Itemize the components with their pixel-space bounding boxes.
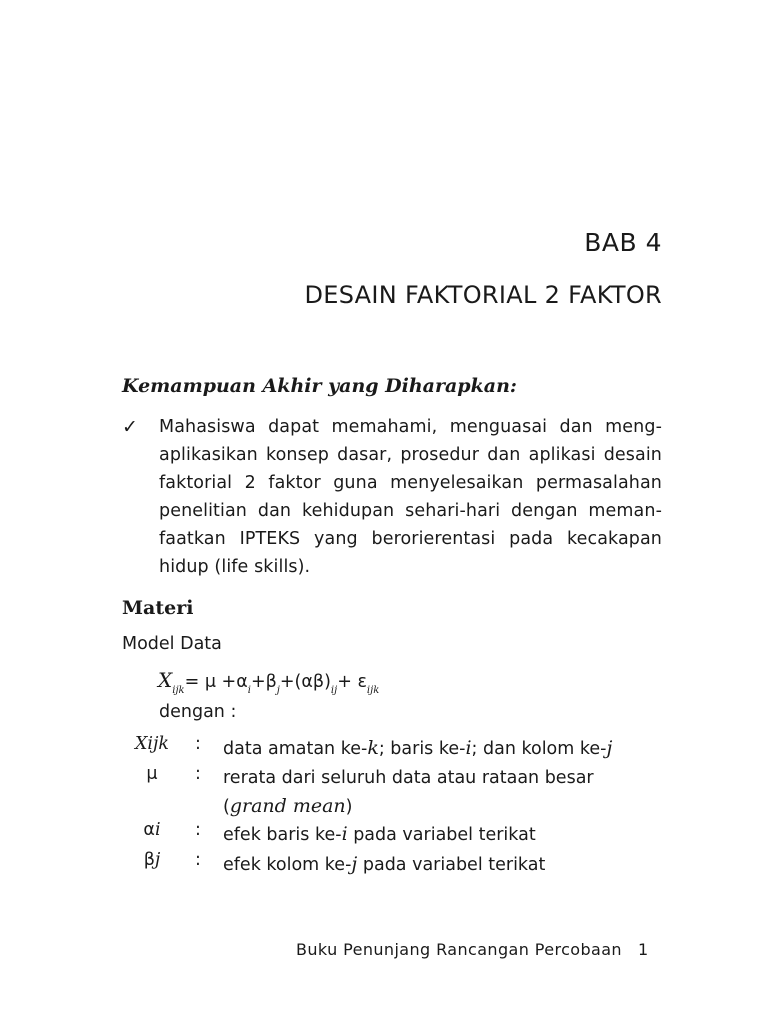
formula-beta-sub: j: [276, 685, 280, 696]
objectives-heading: Kemampuan Akhir yang Diharapkan:: [122, 375, 517, 397]
checkmark-icon: ✓: [122, 416, 138, 438]
definition-symbol: αi: [143, 820, 161, 840]
formula-part-3: +(αβ): [279, 672, 331, 692]
formula-part-4: + ε: [337, 672, 367, 692]
formula-ab-sub: ij: [330, 685, 338, 696]
formula-part-1: = μ +α: [184, 672, 248, 692]
formula-part-2: +β: [250, 672, 277, 692]
model-data-label: Model Data: [122, 634, 222, 654]
chapter-title: DESAIN FAKTORIAL 2 FAKTOR: [304, 281, 662, 309]
formula-eps-sub: ijk: [366, 685, 380, 696]
definition-colon: :: [195, 764, 201, 784]
formula-x: X: [158, 668, 173, 692]
page-number: 1: [638, 940, 649, 959]
definition-text: data amatan ke-k; baris ke-i; dan kolom ke-j: [223, 737, 613, 759]
definition-text: efek kolom ke-j pada variabel terikat: [223, 853, 546, 875]
definition-text: rerata dari seluruh data atau rataan besar (grand mean): [223, 768, 594, 817]
definition-colon: :: [195, 734, 201, 754]
definition-text: efek baris ke-i pada variabel terikat: [223, 823, 536, 845]
objective-text: Mahasiswa dapat memahami, menguasai dan meng-aplikasikan konsep dasar, prosedur dan aplikasi desain faktorial 2 faktor guna menyelesaikan permasalahan penelitian dan kehidupan sehari-hari dengan meman-faatkan IPTEKS yang berorierentasi pada kecakapan hidup (life skills).: [159, 417, 662, 577]
definition-colon: :: [195, 820, 201, 840]
definition-symbol: βj: [143, 850, 161, 870]
definition-symbol: μ: [146, 764, 158, 784]
formula-x-sub: ijk: [172, 685, 185, 696]
definition-symbol: Xijk: [134, 734, 170, 754]
model-formula: [158, 668, 380, 696]
materi-heading: Materi: [122, 597, 194, 619]
definition-colon: :: [195, 850, 201, 870]
footer-book-title: Buku Penunjang Rancangan Percobaan: [296, 940, 622, 959]
dengan-label: dengan :: [159, 702, 237, 722]
chapter-number: BAB 4: [584, 228, 662, 257]
formula-alpha-sub: i: [247, 685, 251, 696]
